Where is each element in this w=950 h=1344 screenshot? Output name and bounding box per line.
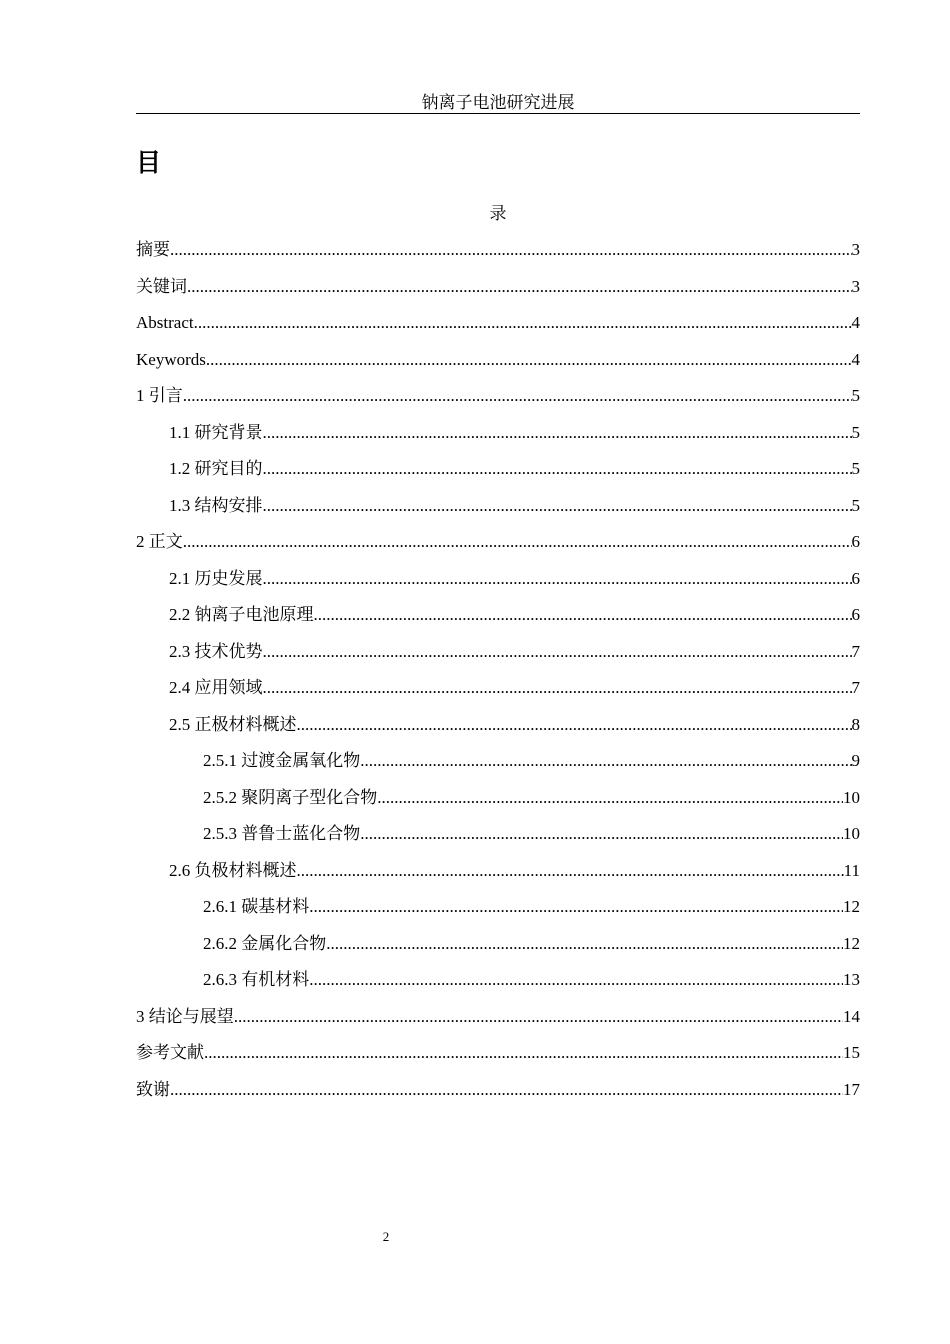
running-header: 钠离子电池研究进展: [421, 93, 575, 112]
toc-dot-leader: [360, 820, 843, 848]
toc-dot-leader: [204, 1039, 843, 1067]
toc-dot-leader: [297, 857, 844, 885]
toc-entry-page: 5: [851, 459, 860, 478]
toc-entry[interactable]: [136, 565, 860, 602]
toc-entry-label: 1.2 研究目的: [169, 459, 263, 478]
toc-entry-page: 4: [851, 349, 860, 369]
toc-entry-label: 2.5 正极材料概述: [169, 714, 297, 734]
toc-entry[interactable]: [136, 419, 860, 456]
toc-dot-leader: [234, 1003, 843, 1031]
toc-dot-leader: [183, 382, 852, 410]
toc-entry[interactable]: [136, 747, 860, 784]
toc-entry[interactable]: [136, 893, 860, 930]
toc-entry-label: 2.6.1 碳基材料: [203, 897, 310, 916]
toc-entry[interactable]: [136, 273, 860, 310]
toc-entry-label: 2 正文: [136, 532, 183, 551]
toc-dot-leader: [263, 565, 852, 593]
toc-dot-leader: [309, 966, 843, 994]
toc-entry-page: 5: [851, 495, 860, 515]
toc-entry-label: 2.6.3 有机材料: [203, 970, 310, 989]
toc-dot-leader: [309, 893, 843, 921]
toc-dot-leader: [263, 419, 852, 447]
toc-entry-page: 10: [843, 824, 860, 843]
toc-dot-leader: [194, 309, 852, 337]
toc-dot-leader: [263, 492, 852, 520]
toc-dot-leader: [170, 1076, 843, 1104]
table-of-contents: [136, 236, 860, 1112]
toc-entry-label: Keywords: [136, 349, 206, 369]
toc-entry[interactable]: [136, 528, 860, 565]
toc-entry[interactable]: [136, 1039, 860, 1076]
toc-entry-label: 1.1 研究背景: [169, 422, 263, 442]
toc-heading-second-char: 录: [489, 204, 507, 223]
toc-entry[interactable]: [136, 966, 860, 1003]
toc-entry-page: 3: [851, 276, 860, 296]
toc-dot-leader: [326, 930, 843, 958]
toc-entry-label: 2.6 负极材料概述: [169, 860, 297, 880]
toc-entry-label: 2.1 历史发展: [169, 568, 263, 588]
toc-entry-page: 7: [851, 641, 860, 661]
toc-entry[interactable]: [136, 930, 860, 967]
toc-entry[interactable]: [136, 784, 860, 821]
toc-dot-leader: [206, 346, 852, 374]
toc-dot-leader: [183, 528, 852, 556]
toc-dot-leader: [170, 236, 852, 264]
toc-dot-leader: [187, 273, 852, 301]
toc-dot-leader: [314, 601, 852, 629]
toc-entry-label: 2.5.2 聚阴离子型化合物: [203, 787, 378, 807]
toc-entry-label: Abstract: [136, 313, 194, 332]
toc-entry-page: 14: [843, 1006, 860, 1026]
toc-entry-label: 2.2 钠离子电池原理: [169, 605, 314, 624]
toc-dot-leader: [360, 747, 851, 775]
toc-entry-label: 1 引言: [136, 386, 183, 405]
toc-entry[interactable]: [136, 382, 860, 419]
header-rule: [136, 113, 860, 114]
toc-entry-page: 17: [843, 1079, 860, 1099]
toc-dot-leader: [263, 674, 852, 702]
toc-entry-label: 2.3 技术优势: [169, 641, 263, 661]
toc-entry-label: 关键词: [136, 276, 187, 296]
toc-entry[interactable]: [136, 674, 860, 711]
toc-entry[interactable]: [136, 455, 860, 492]
toc-entry-page: 9: [851, 751, 860, 770]
toc-dot-leader: [377, 784, 843, 812]
toc-entry-page: 13: [843, 970, 860, 989]
toc-entry[interactable]: [136, 309, 860, 346]
toc-entry-page: 5: [851, 422, 860, 442]
toc-entry-page: 7: [851, 678, 860, 697]
toc-entry-page: 12: [843, 933, 860, 953]
toc-entry[interactable]: [136, 601, 860, 638]
toc-entry-page: 15: [843, 1043, 860, 1062]
toc-dot-leader: [297, 711, 852, 739]
toc-entry-label: 致谢: [136, 1079, 170, 1099]
toc-entry[interactable]: [136, 236, 860, 273]
toc-entry-page: 12: [843, 897, 860, 916]
toc-entry-label: 2.5.3 普鲁士蓝化合物: [203, 824, 361, 843]
toc-dot-leader: [263, 638, 852, 666]
toc-entry-page: 3: [851, 240, 860, 259]
toc-dot-leader: [263, 455, 852, 483]
toc-entry-page: 11: [843, 860, 860, 880]
toc-entry[interactable]: [136, 820, 860, 857]
toc-entry-label: 摘要: [136, 240, 170, 259]
toc-entry[interactable]: [136, 492, 860, 529]
page-number: 2: [382, 1229, 390, 1244]
toc-entry-page: 4: [851, 313, 860, 332]
toc-entry[interactable]: [136, 711, 860, 748]
toc-entry-page: 5: [851, 386, 860, 405]
toc-entry-label: 2.5.1 过渡金属氧化物: [203, 751, 361, 770]
toc-entry-page: 8: [851, 714, 860, 734]
toc-entry[interactable]: [136, 1003, 860, 1040]
toc-entry-page: 6: [851, 532, 860, 551]
toc-entry-page: 6: [851, 605, 860, 624]
toc-entry[interactable]: [136, 638, 860, 675]
toc-entry-page: 10: [843, 787, 860, 807]
toc-entry-label: 参考文献: [136, 1043, 204, 1062]
toc-entry[interactable]: [136, 857, 860, 894]
toc-entry-label: 3 结论与展望: [136, 1006, 234, 1026]
toc-heading-first-char: 目: [136, 148, 162, 177]
toc-entry-label: 2.6.2 金属化合物: [203, 933, 327, 953]
toc-entry[interactable]: [136, 1076, 860, 1113]
toc-entry[interactable]: [136, 346, 860, 383]
toc-entry-label: 2.4 应用领域: [169, 678, 263, 697]
toc-entry-page: 6: [851, 568, 860, 588]
toc-entry-label: 1.3 结构安排: [169, 495, 263, 515]
